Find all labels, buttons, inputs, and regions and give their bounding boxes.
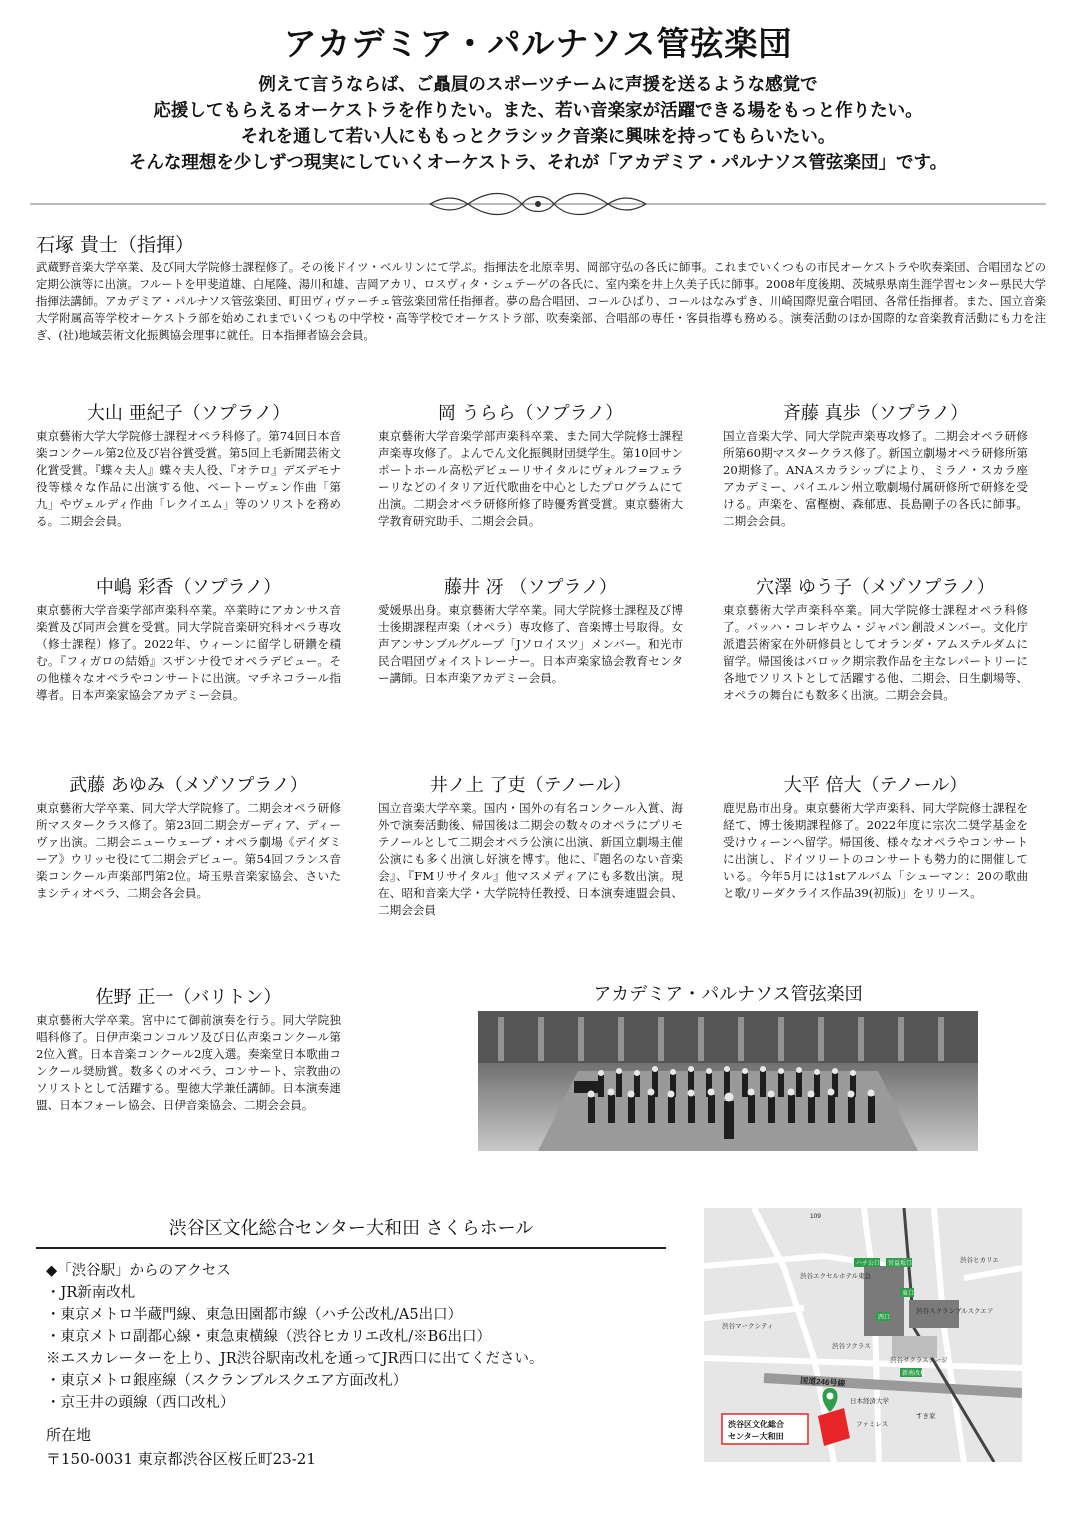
address-label: 所在地 [46,1426,92,1444]
member-bio: 東京藝術大学声楽科卒業。同大学院修士課程オペラ科修了。バッハ・コレギウム・ジャパン創設メンバー。文化庁派遣芸術家在外研修員としてオランダ・アムステルダムに留学。帰国後はバロック期宗教作品を主なレパートリーに各地でソリストとして活躍する他、二期会、日生劇場等、オペラの舞台にも数多く出演。二期会会員。 [723,603,1028,702]
map-label: 渋谷ヒカリエ [960,1257,999,1264]
lead-line: 例えて言うならば、ご贔屓のスポーツチームに声援を送るような感覚で [258,75,818,95]
member-name: 大山 亜紀子（ソプラノ） [86,403,291,424]
member-bio: 鹿児島市出身。東京藝術大学声楽科、同大学院修士課程を経て、博士後期課程修了。2022年度に宗次二奨学基金を受けウィーンへ留学。帰国後、様々なオペラやコンサートに出演し、ドイツリートのコンサートも勢力的に開催している。今年5月には1stアルバム「シューマン：20の歌曲と歌/リーダクライス作品39(初版)」をリリース。 [723,801,1028,900]
member-name: 穴澤 ゆう子（メゾソプラノ） [756,577,995,598]
map-label: 渋谷スクランブルスクエア [916,1308,994,1315]
member-name: 岡 うらら（ソプラノ） [437,403,624,424]
conductor-name: 石塚 貴士（指揮） [36,234,195,256]
access-item: ・京王井の頭線（西口改札） [46,1395,235,1411]
member-card [378,574,683,687]
member-card [723,574,1028,704]
member-bio: 東京藝術大学卒業。宮中にて御前演奏を行う。同大学院独唱科修了。日伊声楽コンコルソ及び日仏声楽コンクール第2位入賞。日本音楽コンクール2度入選。奏楽堂日本歌曲コンクール奨励賞。数多くのオペラ、コンサート、宗教曲のソリストとして活躍する。聖徳大学兼任講師。日本演奏連盟、日本フォーレ協会、日伊音楽協会、二期会会員。 [36,1013,341,1112]
ornament-divider [30,188,1046,220]
map-label: 東口 [902,1291,915,1297]
member-card [36,772,341,902]
member-bio: 国立音楽大学卒業。国内・国外の有名コンクール入賞、海外で演奏活動後、帰国後は二期会の数々のオペラにプリモテノールとして二期会オペラ公演に出演、新国立劇場主催公演にも多く出演し好演を博す。他に、『題名のない音楽会』、『FMリサイタル』他マスメディアにも多数出演。現在、昭和音楽大学・大学院特任教授、日本演奏連盟会員、二期会会員 [378,801,683,917]
member-card [378,772,683,919]
member-bio: 東京藝術大学大学院修士課程オペラ科修了。第74回日本音楽コンクール第2位及び岩谷賞受賞。第5回上毛新聞芸術文化賞受賞。『蝶々夫人』蝶々夫人役、『オテロ』デズデモナ役等様々な作品に出演する他、ベートーヴェン作曲「第九」やヴェルディ作曲「レクイエム」等のソリストを務める。二期会会員。 [36,429,341,528]
access-item: ・東京メトロ副都心線・東急東横線（渋谷ヒカリエ改札/※B6出口） [46,1329,491,1345]
map-label: 渋谷フクラス [832,1343,871,1350]
access-map [704,1208,1022,1462]
access-item: ◆「渋谷駅」からのアクセス [46,1263,231,1279]
venue-divider [36,1247,666,1249]
member-bio: 国立音楽大学、同大学院声楽専攻修了。二期会オペラ研修所第60期マスタークラス修了。新国立劇場オペラ研修所第20期修了。ANAスカラシップにより、ミラノ・スカラ座アカデミー、バイエルン州立歌劇場付属研修所で研修を受ける。声楽を、富樫樹、森郁恵、長島剛子の各氏に師事。二期会会員。 [723,429,1028,528]
member-bio: 東京藝術大学音楽学部声楽科卒業。卒業時にアカンサス音楽賞及び同声会賞を受賞。同大学院音楽研究科オペラ専攻（修士課程）修了。2022年、ウィーンに留学し研鑽を積む。『フィガロの結婚』スザンナ役でオペラデビュー。その他様々なオペラやコンサートに出演。マチネコラール指導者。日本声楽家協会アカデミー会員。 [36,603,341,702]
member-name: 藤井 冴 （ソプラノ） [444,577,617,598]
conductor-bio: 武蔵野音楽大学卒業、及び同大学院修士課程修了。その後ドイツ・ベルリンにて学ぶ。指揮法を北原幸男、岡部守弘の各氏に師事。これまでいくつもの市民オーケストラや吹奏楽団、合唱団などの定期公演等に出演。フルートを甲斐道雄、白尾隆、湯川和雄、吉岡アカリ、ロスヴィタ・シュテーゲの各氏に、室内楽を井上久美子氏に師事。2008年度後期、茨城県県南生涯学習センター県民大学指揮法講師。アカデミア・パルナソス管弦楽団、町田ヴィヴァーチェ管弦楽団常任指揮者。夢の島合唱団、コールひばり、コールはなみずき、川崎国際児童合唱団、各常任指揮者。また、国立音楽大学附属高等学校オーケストラ部を始めこれまでいくつもの中学校・高等学校でオーケストラ部、吹奏楽部、合唱部の専任・客員指導も務める。演奏活動のほか国際的な音楽教育活動にも力を注ぎ、(社)地域芸術文化振興協会理事に就任。日本指揮者協会会員。 [36,260,1046,342]
map-label: 日本経済大学 [850,1398,889,1405]
page-title: アカデミア・パルナソス管弦楽団 [283,24,793,63]
map-label: ファミレス [856,1421,889,1428]
member-card [723,400,1028,530]
map-label: 109 [810,1213,821,1220]
member-name: 斉藤 真歩（ソプラノ） [782,403,969,424]
lead-line: それを通して若い人にももっとクラシック音楽に興味を持ってもらいたい。 [240,127,836,147]
map-label: 渋谷エクセルホテル東急 [800,1273,872,1280]
access-item: ※エスカレーターを上り、JR渋谷駅南改札を通ってJR西口に出てください。 [46,1351,544,1367]
member-name: 大平 倍大（テノール） [783,775,968,796]
map-venue-label: センター大和田 [728,1432,784,1441]
map-label: 国道246号線 [799,1376,846,1389]
member-bio: 東京藝術大学卒業、同大学大学院修了。二期会オペラ研修所マスタークラス修了。第23回二期会ガーディア、ディーヴァ出演。二期会ニューウェーブ・オペラ劇場《デイダミーア》ウリッセ役にて二期会デビュー。第54回フランス音楽コンクール声楽部門第2位。埼玉県音楽家協会、さいたまシティオペラ、二期会各会員。 [36,801,341,900]
member-bio: 愛媛県出身。東京藝術大学卒業。同大学院修士課程及び博士後期課程声楽（オペラ）専攻修了、音楽博士号取得。女声アンサンブルグループ「Jソロイスツ」メンバー。和光市民合唱団ヴォイストレーナー。日本声楽家協会教育センター講師。日本声楽アカデミー会員。 [378,603,683,685]
map-label: ハチ公口 [856,1261,881,1267]
map-label: 渋谷サクラステージ [890,1357,948,1364]
address: 〒150-0031 東京都渋谷区桜丘町23-21 [46,1450,316,1468]
map-venue-label: 渋谷区文化総合 [728,1420,784,1429]
member-card [36,400,341,530]
orchestra-photo [478,1011,978,1151]
map-label: すき家 [916,1413,936,1420]
access-item: ・JR新南改札 [46,1285,136,1301]
member-name: 中嶋 彩香（ソプラノ） [95,577,282,598]
map-label: 新南改札 [902,1371,927,1377]
map-label: 宮益坂口 [888,1261,913,1267]
member-name: 井ノ上 了吏（テノール） [429,775,632,796]
lead-text [40,72,1036,176]
map-label: 西口 [878,1315,891,1321]
access-item: ・東京メトロ半蔵門線、東急田園都市線（ハチ公改札/A5出口） [46,1307,463,1323]
lead-line: 応援してもらえるオーケストラを作りたい。また、若い音楽家が活躍できる場をもっと作りたい。 [153,101,923,121]
member-name: 武藤 あゆみ（メゾソプラノ） [69,775,308,796]
member-card [378,400,683,530]
member-name: 佐野 正一（バリトン） [95,987,282,1008]
member-bio: 東京藝術大学音楽学部声楽科卒業、また同大学院修士課程声楽専攻修了。よんでん文化振興財団奨学生。第10回サンポートホール高松デビューリサイタルにヴォルフ=フェラーリなどのイタリア近代歌曲を中心としたプログラムにて出演。二期会オペラ研修所修了時優秀賞受賞。東京藝術大学教育研究助手、二期会会員。 [378,429,683,528]
access-list [46,1260,543,1414]
access-item: ・東京メトロ銀座線（スクランブルスクエア方面改札） [46,1373,408,1389]
lead-line: そんな理想を少しずつ現実にしていくオーケストラ、それが「アカデミア・パルナソス管弦楽団」です。 [128,153,948,173]
map-label: 渋谷マークシティ [722,1323,774,1330]
venue-name: 渋谷区文化総合センター大和田 さくらホール [168,1218,534,1239]
member-card [36,984,341,1114]
member-card [723,772,1028,902]
member-card [36,574,341,704]
photo-caption: アカデミア・パルナソス管弦楽団 [593,984,863,1005]
